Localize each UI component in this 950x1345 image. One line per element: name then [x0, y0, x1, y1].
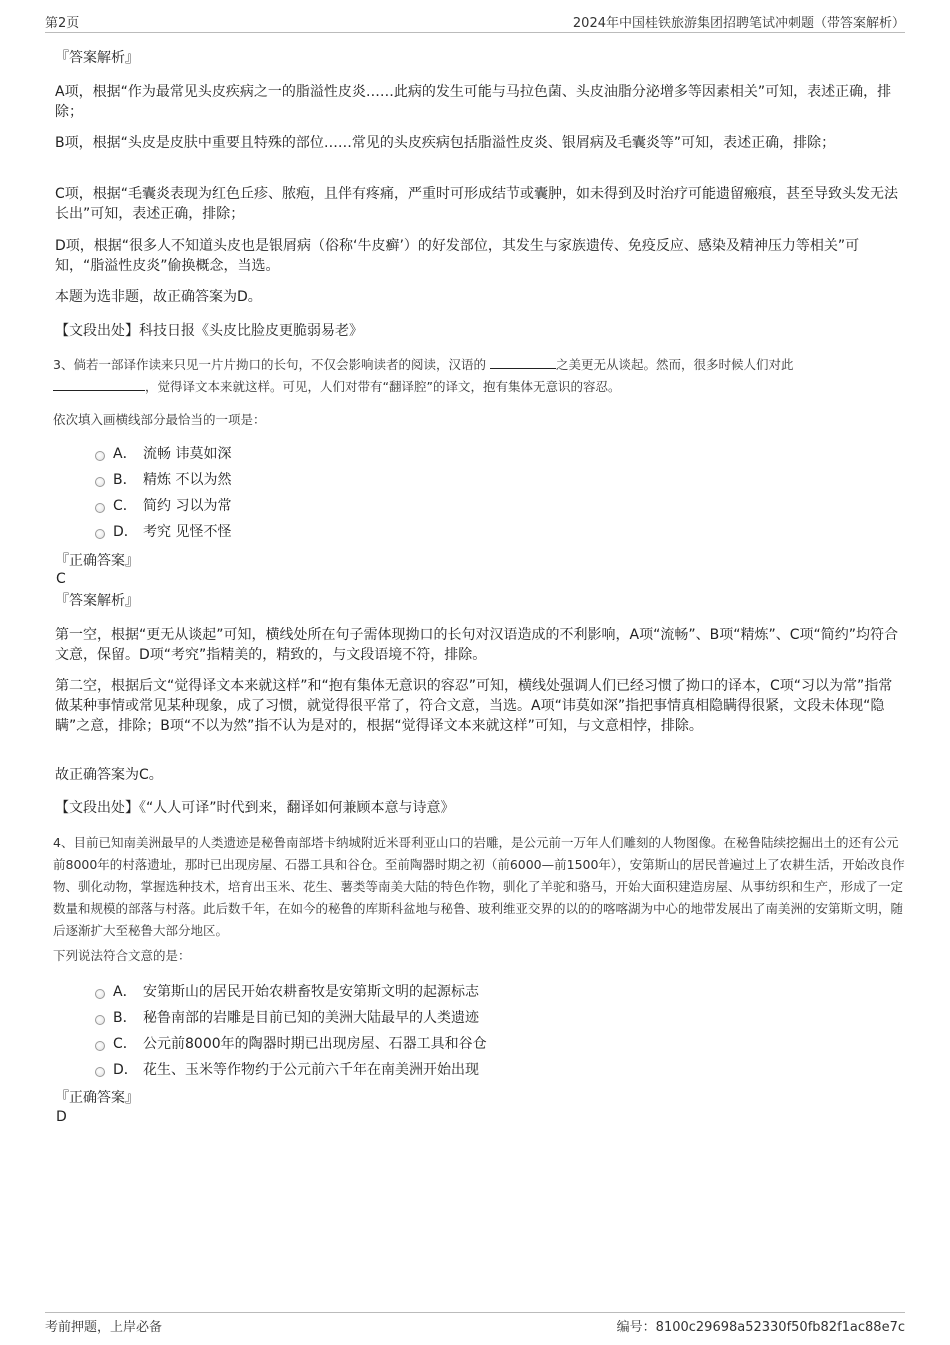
- radio-icon[interactable]: [95, 1067, 105, 1077]
- option-b[interactable]: [95, 1008, 479, 1028]
- analysis-blank-2: 第二空，根据后文“觉得译文本来就这样”和“抱有集体无意识的容忍”可知，横线处强调人们已经习惯了拗口的译本，C项“习以为常”指常做某种事情或常见某种现象，成了习惯，就觉得很平常了，符合文意，当选。A项“讳莫如深”指把事情真相隐瞒得很紧，文段未体现“隐瞒”之意，排除；B项“不以为然”指不认为是对的，根据“觉得译文本来就这样”可知，与文意相悖，排除。: [55, 678, 893, 734]
- analysis-item-b: B项，根据“头皮是皮肤中重要且特殊的部位……常见的头皮疾病包括脂溢性皮炎、银屑病及毛囊炎等”可知，表述正确，排除；: [55, 135, 836, 151]
- correct-answer-label: 『正确答案』: [55, 553, 139, 569]
- document-title: 2024年中国桂铁旅游集团招聘笔试冲刺题（带答案解析）: [572, 16, 905, 31]
- option-a[interactable]: [95, 444, 231, 464]
- stem-text: 3、倘若一部译作读来只见一片片拗口的长句，不仅会影响读者的阅读，汉语的: [53, 357, 486, 372]
- conclusion: 故正确答案为C。: [55, 767, 163, 783]
- option-letter: D．: [113, 1062, 138, 1078]
- page-number: 第2页: [45, 16, 80, 31]
- analysis-label: 『答案解析』: [55, 593, 139, 609]
- page-footer: [45, 1312, 905, 1335]
- analysis-item-d: D项，根据“很多人不知道头皮也是银屑病（俗称‘牛皮癣’）的好发部位，其发生与家族遗传、免疫反应、感染及精神压力等相关”可知，“脂溢性皮炎”偷换概念，当选。: [55, 238, 860, 274]
- analysis-item-c: C项，根据“毛囊炎表现为红色丘疹、脓疱，且伴有疼痛，严重时可形成结节或囊肿，如未得到及时治疗可能遗留瘢痕，甚至导致头发无法长出”可知，表述正确，排除；: [55, 186, 899, 222]
- option-d[interactable]: [95, 1060, 479, 1080]
- option-letter: C．: [113, 498, 137, 514]
- option-a[interactable]: [95, 982, 479, 1002]
- document-serial: 编号：8100c29698a52330f50fb82f1ac88e7c: [616, 1320, 905, 1335]
- option-d[interactable]: [95, 522, 231, 542]
- correct-answer: D: [56, 1109, 67, 1125]
- radio-icon[interactable]: [95, 529, 105, 539]
- blank-1: [490, 354, 556, 369]
- question-3-stem: [53, 354, 905, 398]
- option-text: 流畅 讳莫如深: [143, 446, 232, 462]
- option-text: 考究 见怪不怪: [143, 524, 232, 540]
- option-letter: A．: [113, 984, 137, 1000]
- radio-icon[interactable]: [95, 1015, 105, 1025]
- question-3-prompt: 依次填入画横线部分最恰当的一项是：: [53, 412, 266, 427]
- option-letter: A．: [113, 446, 137, 462]
- blank-2: [53, 376, 145, 391]
- option-b[interactable]: [95, 470, 231, 490]
- stem-text: ，觉得译文本来就这样。可见，人们对带有“翻译腔”的译文，抱有集体无意识的容忍。: [145, 379, 621, 394]
- option-text: 简约 习以为常: [143, 498, 232, 514]
- option-letter: D．: [113, 524, 138, 540]
- option-text: 秘鲁南部的岩雕是目前已知的美洲大陆最早的人类遗迹: [143, 1010, 479, 1026]
- conclusion: 本题为选非题，故正确答案为D。: [55, 289, 262, 305]
- option-c[interactable]: [95, 496, 231, 516]
- stem-text: 之美更无从谈起。然而，很多时候人们对此: [555, 357, 794, 372]
- analysis-item-a: A项，根据“作为最常见头皮疾病之一的脂溢性皮炎……此病的发生可能与马拉色菌、头皮油脂分泌增多等因素相关”可知，表述正确，排除；: [55, 84, 892, 120]
- option-letter: B．: [113, 1010, 137, 1026]
- page-header: [45, 12, 905, 33]
- option-letter: C．: [113, 1036, 137, 1052]
- option-text: 花生、玉米等作物约于公元前六千年在南美洲开始出现: [143, 1062, 479, 1078]
- radio-icon[interactable]: [95, 477, 105, 487]
- option-text: 公元前8000年的陶器时期已出现房屋、石器工具和谷仓: [143, 1036, 487, 1052]
- option-c[interactable]: [95, 1034, 487, 1054]
- option-text: 精炼 不以为然: [143, 472, 232, 488]
- correct-answer-label: 『正确答案』: [55, 1090, 139, 1106]
- option-letter: B．: [113, 472, 137, 488]
- question-4-stem: 4、目前已知南美洲最早的人类遗迹是秘鲁南部塔卡纳城附近米哥利亚山口的岩雕，是公元前一万年人们雕刻的人物图像。在秘鲁陆续挖掘出土的还有公元前8000年的村落遗址，那时已出现房屋、石器工具和谷仓。至前陶器时期之初（前6000—前1500年），安第斯山的居民普遍过上了农耕生活，开始改良作物、驯化动物，掌握选种技术，培育出玉米、花生、薯类等南美大陆的特色作物，驯化了羊驼和骆马，开始大面积建造房屋、从事纺织和生产，形成了一定数量和规模的部落与村落。此后数千年，在如今的秘鲁的库斯科盆地与秘鲁、玻利维亚交界的以的的喀喀湖为中心的地带发展出了南美洲的安第斯文明，随后逐渐扩大至秘鲁大部分地区。: [53, 835, 905, 938]
- radio-icon[interactable]: [95, 1041, 105, 1051]
- source-citation: 【文段出处】《“人人可译”时代到来，翻译如何兼顾本意与诗意》: [55, 800, 455, 816]
- analysis-blank-1: 第一空，根据“更无从谈起”可知，横线处所在句子需体现拗口的长句对汉语造成的不利影响，A项“流畅”、B项“精炼”、C项“简约”均符合文意，保留。D项“考究”指精美的，精致的，与文段语境不符，排除。: [55, 627, 898, 663]
- correct-answer: C: [56, 571, 66, 587]
- radio-icon[interactable]: [95, 451, 105, 461]
- question-4-prompt: 下列说法符合文意的是：: [53, 948, 191, 963]
- radio-icon[interactable]: [95, 989, 105, 999]
- footer-slogan: 考前押题，上岸必备: [45, 1320, 163, 1335]
- source-citation: 【文段出处】科技日报《头皮比脸皮更脆弱易老》: [55, 323, 363, 339]
- option-text: 安第斯山的居民开始农耕畜牧是安第斯文明的起源标志: [143, 984, 479, 1000]
- analysis-label: 『答案解析』: [55, 50, 139, 66]
- radio-icon[interactable]: [95, 503, 105, 513]
